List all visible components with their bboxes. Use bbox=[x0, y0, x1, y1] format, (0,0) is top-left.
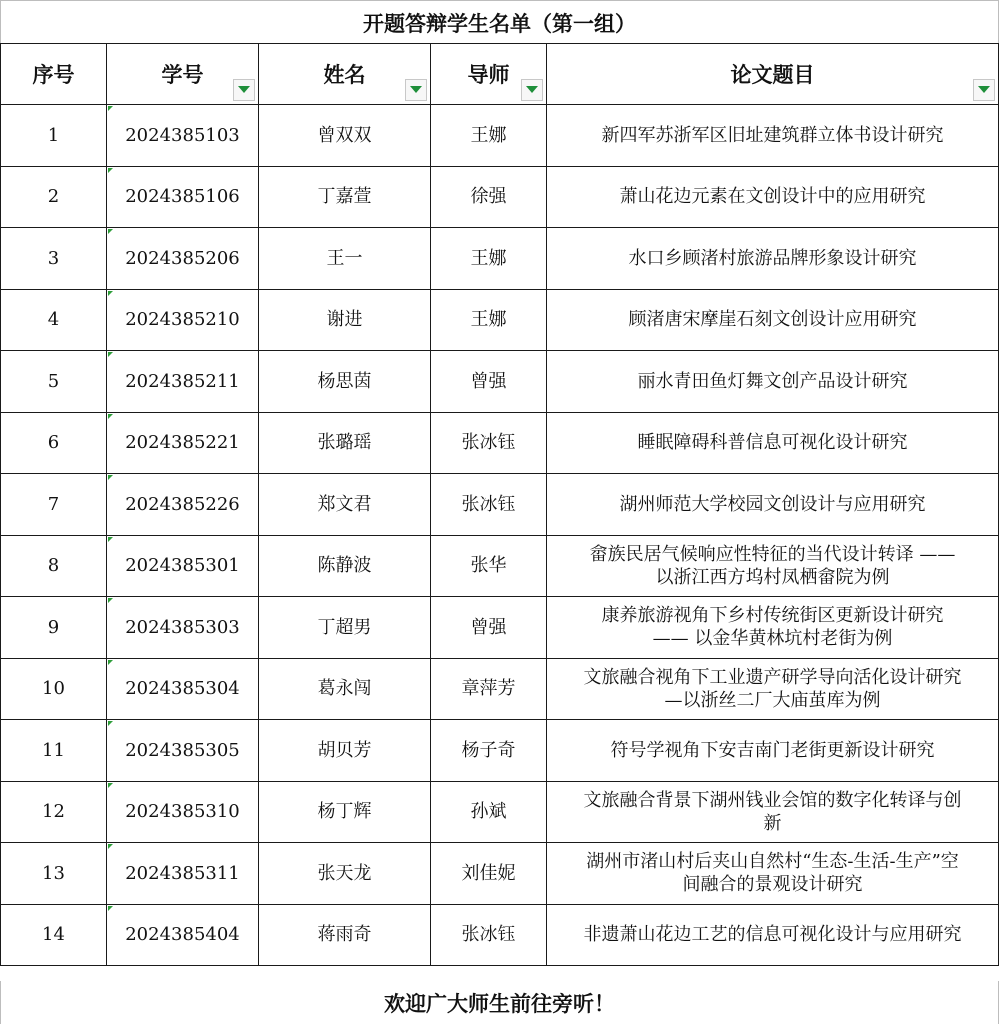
thesis-line: —以浙丝二厂大庙茧库为例 bbox=[664, 689, 881, 711]
cell-advisor-text: 曾强 bbox=[470, 616, 507, 638]
cell-advisor-text: 杨子奇 bbox=[461, 739, 516, 761]
cell-marker-icon bbox=[108, 414, 113, 419]
cell-name-text: 丁超男 bbox=[317, 616, 372, 638]
cell-seq[interactable] bbox=[1, 105, 107, 167]
cell-thesis[interactable] bbox=[547, 843, 999, 905]
cell-student-id-text: 2024385221 bbox=[125, 432, 240, 454]
cell-student-id[interactable] bbox=[107, 166, 259, 228]
cell-name-text: 郑文君 bbox=[317, 493, 372, 515]
cell-student-id[interactable] bbox=[107, 843, 259, 905]
table-row bbox=[1, 412, 999, 474]
cell-marker-icon bbox=[108, 352, 113, 357]
cell-student-id[interactable] bbox=[107, 289, 259, 351]
cell-student-id[interactable] bbox=[107, 474, 259, 536]
cell-student-id[interactable] bbox=[107, 351, 259, 413]
cell-name-text: 陈静波 bbox=[317, 555, 372, 577]
cell-advisor-text: 王娜 bbox=[470, 124, 507, 146]
cell-seq-text: 6 bbox=[47, 432, 60, 454]
cell-seq[interactable] bbox=[1, 843, 107, 905]
table-row bbox=[1, 105, 999, 167]
cell-name-text: 蒋雨奇 bbox=[317, 924, 372, 946]
thesis-line: 睡眠障碍科普信息可视化设计研究 bbox=[637, 432, 908, 454]
cell-student-id[interactable] bbox=[107, 228, 259, 290]
cell-student-id-text: 2024385106 bbox=[125, 186, 240, 208]
cell-seq[interactable] bbox=[1, 351, 107, 413]
cell-name[interactable] bbox=[259, 535, 431, 597]
cell-advisor[interactable] bbox=[431, 597, 547, 659]
cell-advisor[interactable] bbox=[431, 412, 547, 474]
cell-seq[interactable] bbox=[1, 228, 107, 290]
cell-marker-icon bbox=[108, 168, 113, 173]
cell-marker-icon bbox=[108, 475, 113, 480]
cell-seq[interactable] bbox=[1, 412, 107, 474]
table-row bbox=[1, 597, 999, 659]
cell-seq[interactable] bbox=[1, 597, 107, 659]
cell-student-id-text: 2024385305 bbox=[125, 739, 240, 761]
cell-advisor[interactable] bbox=[431, 843, 547, 905]
cell-advisor-text: 王娜 bbox=[470, 247, 507, 269]
thesis-line: 湖州市渚山村后夹山自然村“生态-生活-生产”空 bbox=[586, 851, 959, 873]
cell-student-id-text: 2024385404 bbox=[125, 924, 240, 946]
cell-marker-icon bbox=[108, 106, 113, 111]
cell-name[interactable] bbox=[259, 351, 431, 413]
cell-advisor-text: 徐强 bbox=[470, 186, 507, 208]
cell-name-text: 张天龙 bbox=[317, 862, 372, 884]
cell-advisor-text: 曾强 bbox=[470, 370, 507, 392]
cell-advisor[interactable] bbox=[431, 658, 547, 720]
cell-student-id-text: 2024385103 bbox=[125, 124, 240, 146]
cell-seq-text: 10 bbox=[42, 678, 65, 700]
cell-name-text: 胡贝芳 bbox=[317, 739, 372, 761]
table-row bbox=[1, 166, 999, 228]
cell-name[interactable] bbox=[259, 474, 431, 536]
cell-seq[interactable] bbox=[1, 720, 107, 782]
cell-marker-icon bbox=[108, 721, 113, 726]
cell-seq-text: 11 bbox=[42, 739, 65, 761]
table-row bbox=[1, 351, 999, 413]
table-row bbox=[1, 720, 999, 782]
cell-student-id[interactable] bbox=[107, 597, 259, 659]
cell-seq[interactable] bbox=[1, 658, 107, 720]
header-row bbox=[1, 44, 999, 105]
cell-seq[interactable] bbox=[1, 474, 107, 536]
cell-name[interactable] bbox=[259, 720, 431, 782]
cell-name-text: 葛永闯 bbox=[317, 678, 372, 700]
thesis-line: 顾渚唐宋摩崖石刻文创设计应用研究 bbox=[628, 309, 917, 331]
cell-name[interactable] bbox=[259, 658, 431, 720]
footer-note: 欢迎广大师生前往旁听！ bbox=[0, 981, 999, 1024]
cell-name-text: 曾双双 bbox=[317, 124, 372, 146]
cell-name-text: 谢进 bbox=[326, 309, 363, 331]
cell-advisor-text: 王娜 bbox=[470, 309, 507, 331]
filter-dropdown-thesis[interactable] bbox=[973, 79, 995, 101]
header-thesis bbox=[547, 44, 999, 105]
header-name-label: 姓名 bbox=[323, 62, 366, 87]
header-student-id-label: 学号 bbox=[161, 62, 204, 87]
cell-student-id[interactable] bbox=[107, 105, 259, 167]
cell-student-id-text: 2024385303 bbox=[125, 616, 240, 638]
thesis-line: 非遗萧山花边工艺的信息可视化设计与应用研究 bbox=[583, 924, 962, 946]
filter-dropdown-student-id[interactable] bbox=[233, 79, 255, 101]
table-row bbox=[1, 904, 999, 966]
cell-thesis[interactable] bbox=[547, 658, 999, 720]
dropdown-arrow-icon bbox=[238, 86, 250, 94]
table-row bbox=[1, 474, 999, 536]
table-row bbox=[1, 843, 999, 905]
cell-student-id[interactable] bbox=[107, 720, 259, 782]
cell-student-id-text: 2024385211 bbox=[125, 370, 240, 392]
cell-thesis[interactable] bbox=[547, 166, 999, 228]
cell-advisor-text: 张华 bbox=[470, 555, 507, 577]
cell-marker-icon bbox=[108, 906, 113, 911]
thesis-line: 丽水青田鱼灯舞文创产品设计研究 bbox=[637, 370, 908, 392]
dropdown-arrow-icon bbox=[410, 86, 422, 94]
thesis-line: 水口乡顾渚村旅游品牌形象设计研究 bbox=[628, 247, 917, 269]
cell-seq[interactable] bbox=[1, 166, 107, 228]
thesis-line: 文旅融合背景下湖州钱业会馆的数字化转译与创 bbox=[583, 789, 962, 811]
thesis-line: 以浙江西方坞村凤栖畲院为例 bbox=[655, 566, 890, 588]
cell-name-text: 张璐瑶 bbox=[317, 432, 372, 454]
cell-seq[interactable] bbox=[1, 781, 107, 843]
cell-thesis[interactable] bbox=[547, 289, 999, 351]
cell-student-id-text: 2024385304 bbox=[125, 678, 240, 700]
cell-student-id[interactable] bbox=[107, 412, 259, 474]
table-row bbox=[1, 289, 999, 351]
cell-seq-text: 4 bbox=[47, 309, 60, 331]
table-row bbox=[1, 781, 999, 843]
cell-name[interactable] bbox=[259, 289, 431, 351]
cell-seq-text: 8 bbox=[47, 555, 60, 577]
cell-seq[interactable] bbox=[1, 535, 107, 597]
cell-student-id-text: 2024385310 bbox=[125, 801, 240, 823]
cell-name[interactable] bbox=[259, 843, 431, 905]
cell-name[interactable] bbox=[259, 412, 431, 474]
cell-seq[interactable] bbox=[1, 904, 107, 966]
thesis-line: 新四军苏浙军区旧址建筑群立体书设计研究 bbox=[601, 124, 944, 146]
cell-thesis[interactable] bbox=[547, 597, 999, 659]
thesis-line: 湖州师范大学校园文创设计与应用研究 bbox=[619, 493, 926, 515]
table-row bbox=[1, 535, 999, 597]
cell-advisor[interactable] bbox=[431, 105, 547, 167]
cell-seq-text: 1 bbox=[47, 124, 60, 146]
thesis-line: 新 bbox=[763, 812, 782, 834]
cell-advisor[interactable] bbox=[431, 351, 547, 413]
thesis-line: 萧山花边元素在文创设计中的应用研究 bbox=[619, 186, 926, 208]
cell-student-id-text: 2024385301 bbox=[125, 555, 240, 577]
thesis-line: 符号学视角下安吉南门老街更新设计研究 bbox=[610, 739, 935, 761]
cell-name[interactable] bbox=[259, 781, 431, 843]
cell-marker-icon bbox=[108, 291, 113, 296]
cell-student-id-text: 2024385210 bbox=[125, 309, 240, 331]
sheet-title: 开题答辩学生名单（第一组） bbox=[0, 0, 999, 44]
cell-student-id-text: 2024385226 bbox=[125, 493, 240, 515]
filter-dropdown-name[interactable] bbox=[405, 79, 427, 101]
header-seq-label: 序号 bbox=[32, 62, 75, 87]
cell-name[interactable] bbox=[259, 228, 431, 290]
cell-advisor[interactable] bbox=[431, 720, 547, 782]
cell-advisor[interactable] bbox=[431, 781, 547, 843]
cell-advisor-text: 孙斌 bbox=[470, 801, 507, 823]
cell-student-id[interactable] bbox=[107, 658, 259, 720]
filter-dropdown-advisor[interactable] bbox=[521, 79, 543, 101]
cell-advisor[interactable] bbox=[431, 474, 547, 536]
thesis-line: 文旅融合视角下工业遗产研学导向活化设计研究 bbox=[583, 666, 962, 688]
cell-name[interactable] bbox=[259, 166, 431, 228]
cell-thesis[interactable] bbox=[547, 228, 999, 290]
cell-marker-icon bbox=[108, 598, 113, 603]
cell-advisor[interactable] bbox=[431, 904, 547, 966]
cell-marker-icon bbox=[108, 844, 113, 849]
cell-thesis[interactable] bbox=[547, 535, 999, 597]
cell-student-id[interactable] bbox=[107, 904, 259, 966]
cell-advisor-text: 张冰钰 bbox=[461, 493, 516, 515]
thesis-line: 康养旅游视角下乡村传统街区更新设计研究 bbox=[601, 605, 944, 627]
cell-advisor-text: 张冰钰 bbox=[461, 924, 516, 946]
cell-advisor[interactable] bbox=[431, 535, 547, 597]
header-thesis-label: 论文题目 bbox=[730, 62, 815, 87]
table-row bbox=[1, 228, 999, 290]
dropdown-arrow-icon bbox=[526, 86, 538, 94]
cell-thesis[interactable] bbox=[547, 474, 999, 536]
thesis-line: 间融合的景观设计研究 bbox=[682, 874, 863, 896]
cell-seq-text: 2 bbox=[47, 186, 60, 208]
cell-advisor-text: 章萍芳 bbox=[461, 678, 516, 700]
cell-seq-text: 13 bbox=[42, 862, 65, 884]
table-row bbox=[1, 658, 999, 720]
thesis-line: —— 以金华黄林坑村老街为例 bbox=[652, 628, 893, 650]
cell-seq-text: 14 bbox=[42, 924, 65, 946]
cell-thesis[interactable] bbox=[547, 781, 999, 843]
header-advisor bbox=[431, 44, 547, 105]
cell-thesis[interactable] bbox=[547, 351, 999, 413]
header-seq bbox=[1, 44, 107, 105]
cell-advisor-text: 张冰钰 bbox=[461, 432, 516, 454]
cell-marker-icon bbox=[108, 783, 113, 788]
cell-name[interactable] bbox=[259, 904, 431, 966]
cell-advisor[interactable] bbox=[431, 228, 547, 290]
cell-seq-text: 5 bbox=[47, 370, 60, 392]
cell-advisor[interactable] bbox=[431, 289, 547, 351]
cell-name[interactable] bbox=[259, 597, 431, 659]
header-student-id bbox=[107, 44, 259, 105]
cell-marker-icon bbox=[108, 660, 113, 665]
cell-thesis[interactable] bbox=[547, 105, 999, 167]
cell-marker-icon bbox=[108, 537, 113, 542]
cell-student-id-text: 2024385311 bbox=[125, 862, 240, 884]
header-advisor-label: 导师 bbox=[467, 62, 510, 87]
cell-marker-icon bbox=[108, 229, 113, 234]
cell-seq-text: 3 bbox=[47, 247, 60, 269]
cell-name-text: 王一 bbox=[326, 247, 363, 269]
cell-advisor-text: 刘佳妮 bbox=[461, 862, 516, 884]
cell-seq-text: 12 bbox=[42, 801, 65, 823]
dropdown-arrow-icon bbox=[978, 86, 990, 94]
cell-seq[interactable] bbox=[1, 289, 107, 351]
cell-advisor[interactable] bbox=[431, 166, 547, 228]
cell-student-id[interactable] bbox=[107, 535, 259, 597]
cell-name[interactable] bbox=[259, 105, 431, 167]
cell-thesis[interactable] bbox=[547, 720, 999, 782]
cell-thesis[interactable] bbox=[547, 412, 999, 474]
student-table bbox=[0, 43, 999, 966]
cell-student-id-text: 2024385206 bbox=[125, 247, 240, 269]
cell-name-text: 杨思茵 bbox=[317, 370, 372, 392]
cell-student-id[interactable] bbox=[107, 781, 259, 843]
cell-thesis[interactable] bbox=[547, 904, 999, 966]
header-name bbox=[259, 44, 431, 105]
cell-seq-text: 9 bbox=[47, 616, 60, 638]
cell-name-text: 杨丁辉 bbox=[317, 801, 372, 823]
cell-seq-text: 7 bbox=[47, 493, 60, 515]
cell-name-text: 丁嘉萱 bbox=[317, 186, 372, 208]
thesis-line: 畲族民居气候响应性特征的当代设计转译 —— bbox=[589, 543, 956, 565]
